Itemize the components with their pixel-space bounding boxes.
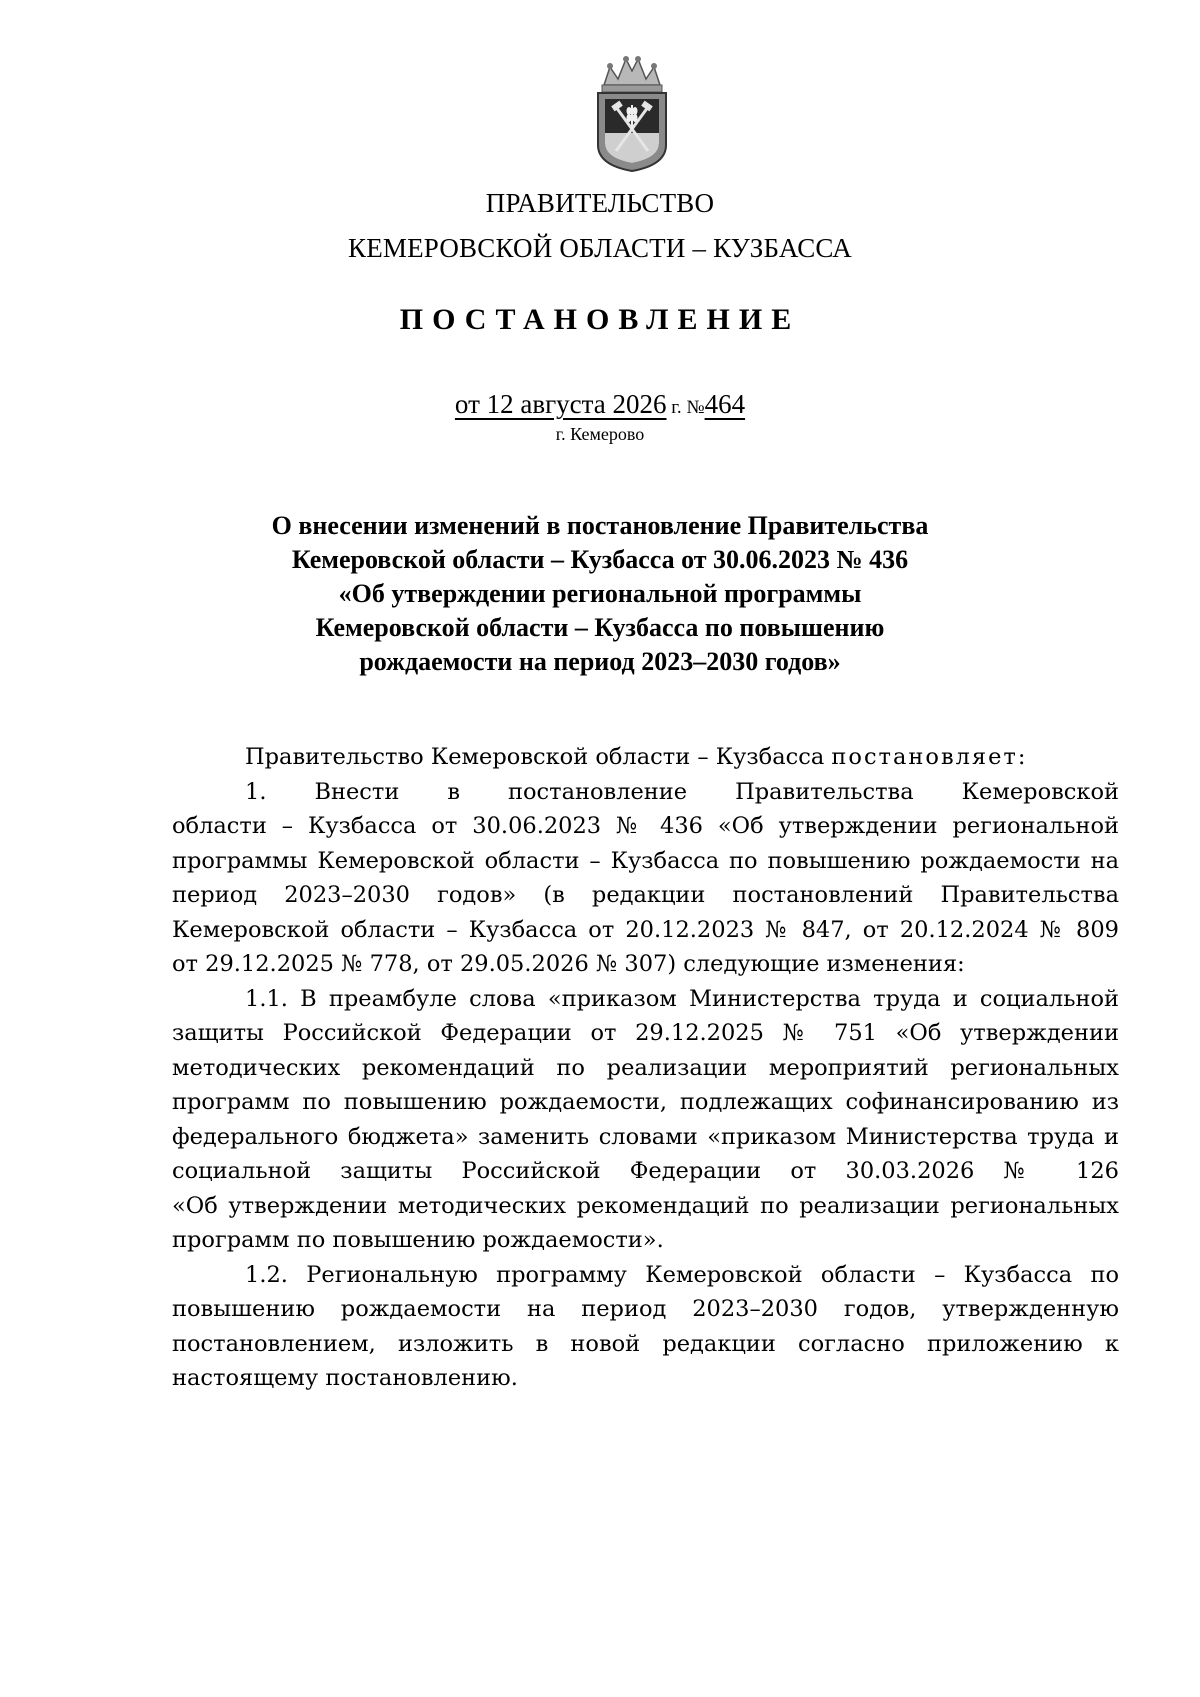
paragraph-1-1 — [172, 982, 1119, 1258]
text-line: 1.2. Региональную программу Кемеровской области – Кузбасса по — [245, 1261, 1119, 1288]
intro-verb: постановляет: — [831, 744, 1028, 770]
text-line: социальной защиты Российской Федерации от 30.03.2026 № 126 — [172, 1158, 1119, 1184]
title-line: «Об утверждении региональной программы — [338, 579, 862, 608]
text-line: 1.1. В преамбуле слова «приказом Министерства труда и социальной — [245, 985, 1119, 1012]
text-line: от 29.12.2025 № 778, от 29.05.2026 № 307) следующие изменения: — [172, 951, 965, 977]
text-line: период 2023–2030 годов» (в редакции постановлений Правительства — [172, 882, 1119, 908]
text-line: программ по повышению рождаемости, подлежащих софинансированию из — [172, 1089, 1119, 1115]
text-line: Кемеровской области – Кузбасса от 20.12.2023 № 847, от 20.12.2024 № 809 — [172, 916, 1119, 943]
document-date: от 12 августа 2026 — [454, 389, 667, 419]
title-line: Кемеровской области – Кузбасса по повышению — [315, 613, 885, 642]
number-sign: № — [686, 397, 705, 418]
coat-of-arms-icon — [590, 55, 674, 173]
text-line: настоящему постановлению. — [172, 1365, 518, 1391]
intro-text: Правительство Кемеровской области – Кузбасса — [245, 744, 825, 770]
organization-name-line2: КЕМЕРОВСКОЙ ОБЛАСТИ – КУЗБАССА — [348, 233, 852, 263]
text-line: постановлением, изложить в новой редакции согласно приложению к — [172, 1330, 1119, 1357]
paragraph-1-2 — [172, 1258, 1119, 1396]
text-line: методических рекомендаций по реализации мероприятий региональных — [172, 1054, 1119, 1081]
title-line: Кемеровской области – Кузбасса от 30.06.2023 № 436 — [291, 545, 909, 574]
text-line: защиты Российской Федерации от 29.12.2025 № 751 «Об утверждении — [172, 1020, 1119, 1046]
text-line: программы Кемеровской области – Кузбасса по повышению рождаемости на — [172, 847, 1119, 874]
text-line: области – Кузбасса от 30.06.2023 № 436 «Об утверждении региональной — [172, 813, 1119, 839]
text-line: «Об утверждении методических рекомендаций по реализации региональных — [172, 1192, 1119, 1219]
text-line: 1. Внести в постановление Правительства Кемеровской — [245, 778, 1119, 805]
text-line: федерального бюджета» заменить словами «приказом Министерства труда и — [172, 1123, 1119, 1150]
date-number-line — [0, 389, 1200, 420]
text-line: повышению рождаемости на период 2023–2030 годов, утвержденную — [172, 1296, 1119, 1322]
year-suffix: г. — [666, 397, 687, 418]
intro-paragraph — [172, 740, 1119, 775]
document-number: 464 — [704, 389, 746, 419]
title-line: О внесении изменений в постановление Правительства — [271, 511, 929, 540]
document-city: г. Кемерово — [555, 424, 645, 444]
paragraph-1 — [172, 775, 1119, 982]
text-line: программ по повышению рождаемости». — [172, 1227, 664, 1253]
document-title — [200, 509, 1000, 679]
document-body — [172, 740, 1119, 1396]
title-line: рождаемости на период 2023–2030 годов» — [359, 647, 841, 676]
organization-name-line1: ПРАВИТЕЛЬСТВО — [485, 188, 715, 218]
document-type-heading: ПОСТАНОВЛЕНИЕ — [399, 303, 801, 336]
